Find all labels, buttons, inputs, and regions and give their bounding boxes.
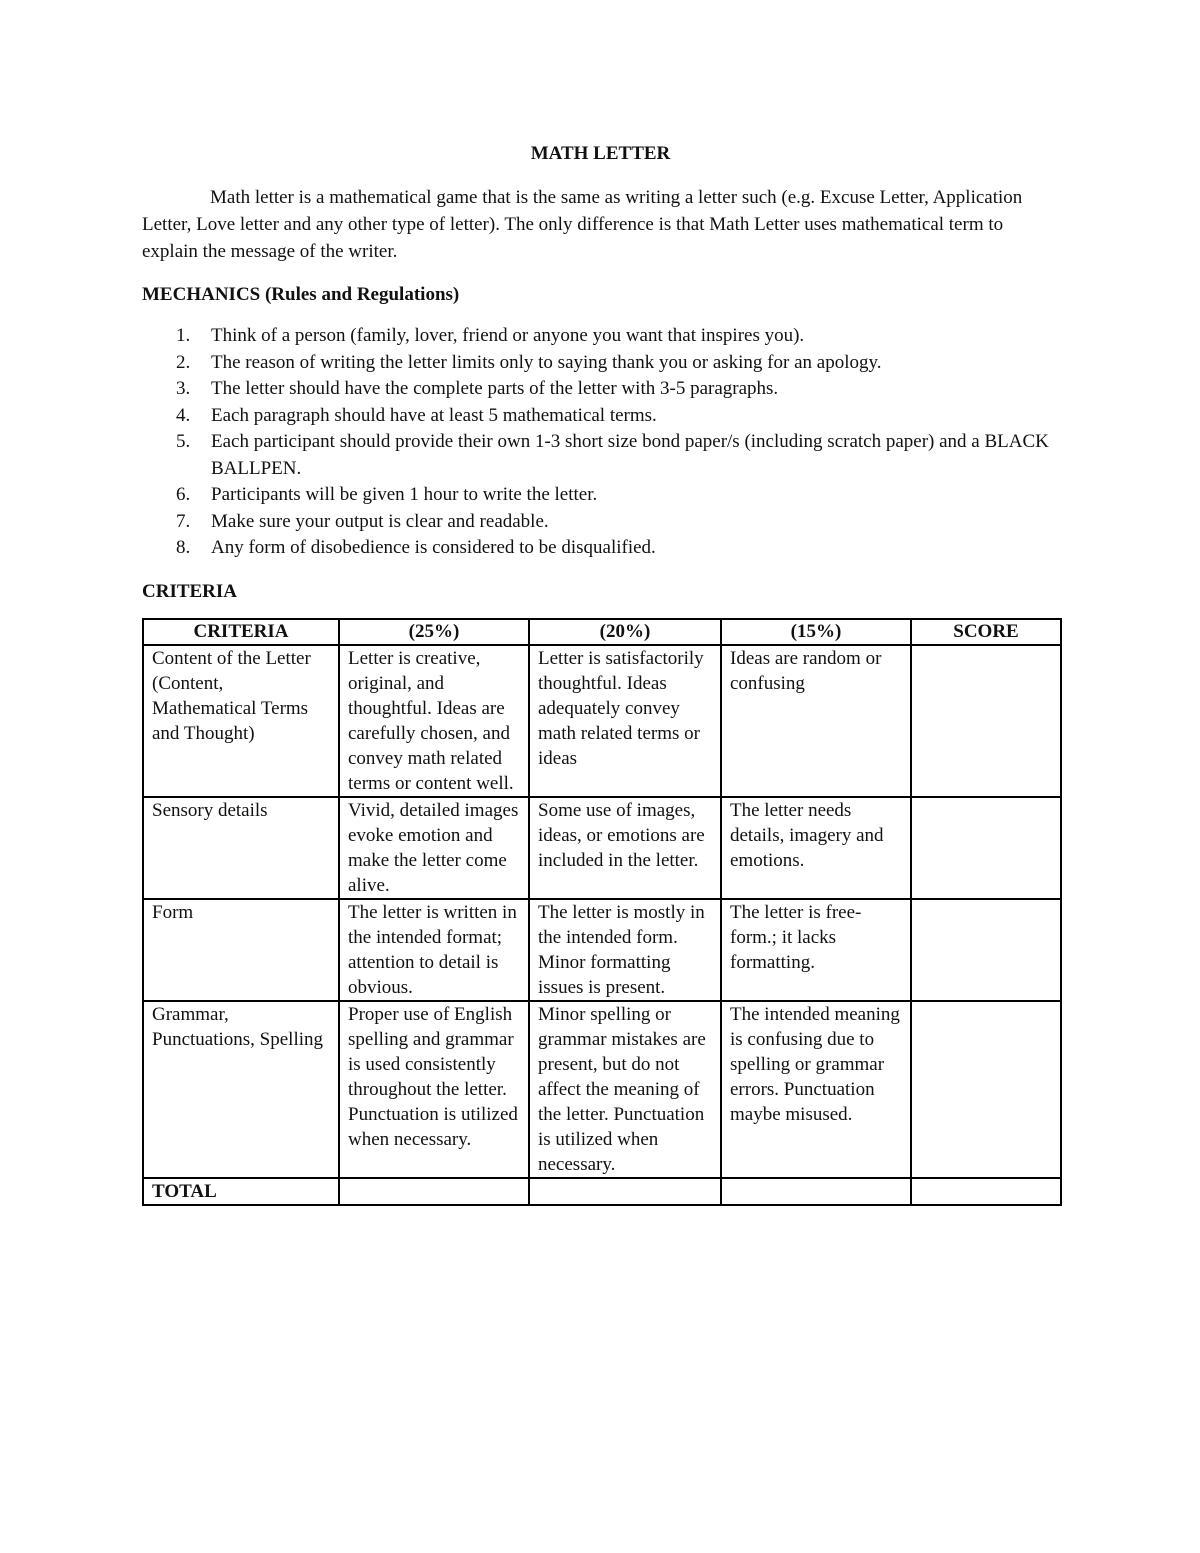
table-row xyxy=(143,645,1061,797)
level-25-cell: Letter is creative, original, and thoughtful. Ideas are carefully chosen, and convey math related terms or content well. xyxy=(339,645,529,797)
rule-number: 3. xyxy=(176,378,191,399)
rule-text: Each paragraph should have at least 5 mathematical terms. xyxy=(211,404,657,426)
rule-item xyxy=(142,509,1059,536)
rule-text: Participants will be given 1 hour to write the letter. xyxy=(211,484,598,505)
mechanics-heading: MECHANICS (Rules and Regulations) xyxy=(142,284,460,305)
rule-number: 7. xyxy=(176,510,191,532)
rule-text: Any form of disobedience is considered to be disqualified. xyxy=(211,537,656,558)
rule-text: The reason of writing the letter limits only to saying thank you or asking for an apology. xyxy=(211,351,882,373)
rule-item xyxy=(142,323,1059,350)
score-cell xyxy=(911,645,1061,797)
total-cell-20 xyxy=(529,1178,721,1205)
header-15-percent: (15%) xyxy=(721,619,911,645)
level-15-cell: Ideas are random or confusing xyxy=(721,645,911,797)
total-cell-15 xyxy=(721,1178,911,1205)
rule-text: The letter should have the complete parts of the letter with 3-5 paragraphs. xyxy=(211,378,779,399)
level-20-cell: Minor spelling or grammar mistakes are present, but do not affect the meaning of the letter. Punctuation is utilized when necessary. xyxy=(529,1001,721,1178)
score-cell xyxy=(911,899,1061,1001)
level-20-cell: Some use of images, ideas, or emotions are included in the letter. xyxy=(529,797,721,899)
rule-number: 2. xyxy=(176,351,191,373)
rule-number: 4. xyxy=(176,404,191,426)
criterion-cell: Grammar, Punctuations, Spelling xyxy=(143,1001,339,1178)
rule-number: 5. xyxy=(176,431,191,452)
rule-text: Each participant should provide their own 1-3 short size bond paper/s (including scratch paper) and a BLACK BALLPEN. xyxy=(211,431,1049,479)
rule-number: 1. xyxy=(176,325,191,346)
header-25-percent: (25%) xyxy=(339,619,529,645)
level-15-cell: The intended meaning is confusing due to spelling or grammar errors. Punctuation maybe misused. xyxy=(721,1001,911,1178)
total-cell-25 xyxy=(339,1178,529,1205)
header-criteria: CRITERIA xyxy=(143,619,339,645)
document-title: MATH LETTER xyxy=(530,143,671,164)
criteria-heading: CRITERIA xyxy=(142,580,238,602)
header-score: SCORE xyxy=(911,619,1061,645)
rubric-table xyxy=(142,618,1062,1206)
rule-item xyxy=(142,482,1059,509)
level-15-cell: The letter needs details, imagery and emotions. xyxy=(721,797,911,899)
rules-list xyxy=(142,323,1059,562)
intro-paragraph: Math letter is a mathematical game that is the same as writing a letter such (e.g. Excuse Letter, Application Letter, Love letter and any other type of letter). The only difference is that Math Letter uses mathematical term to explain the message of the writer. xyxy=(142,187,1023,262)
total-label: TOTAL xyxy=(143,1178,339,1205)
level-20-cell: Letter is satisfactorily thoughtful. Ideas adequately convey math related terms or ideas xyxy=(529,645,721,797)
rule-number: 6. xyxy=(176,484,191,505)
rule-text: Think of a person (family, lover, friend or anyone you want that inspires you). xyxy=(211,325,805,346)
level-25-cell: Proper use of English spelling and grammar is used consistently throughout the letter. Punctuation is utilized when necessary. xyxy=(339,1001,529,1178)
table-row xyxy=(143,797,1061,899)
level-20-cell: The letter is mostly in the intended form. Minor formatting issues is present. xyxy=(529,899,721,1001)
level-25-cell: The letter is written in the intended format; attention to detail is obvious. xyxy=(339,899,529,1001)
level-15-cell: The letter is free-form.; it lacks formatting. xyxy=(721,899,911,1001)
level-25-cell: Vivid, detailed images evoke emotion and make the letter come alive. xyxy=(339,797,529,899)
rule-number: 8. xyxy=(176,537,191,558)
criterion-cell: Content of the Letter (Content, Mathematical Terms and Thought) xyxy=(143,645,339,797)
table-row xyxy=(143,1001,1061,1178)
score-cell xyxy=(911,1001,1061,1178)
header-20-percent: (20%) xyxy=(529,619,721,645)
table-row xyxy=(143,899,1061,1001)
rule-text: Make sure your output is clear and readable. xyxy=(211,510,549,532)
document-page xyxy=(142,140,1059,1206)
rubric-header-row xyxy=(143,619,1061,645)
rule-item xyxy=(142,429,1059,482)
rule-item xyxy=(142,350,1059,377)
total-row xyxy=(143,1178,1061,1205)
score-cell xyxy=(911,797,1061,899)
rule-item xyxy=(142,535,1059,562)
rule-item xyxy=(142,403,1059,430)
criterion-cell: Sensory details xyxy=(143,797,339,899)
total-score-cell xyxy=(911,1178,1061,1205)
rule-item xyxy=(142,376,1059,403)
criterion-cell: Form xyxy=(143,899,339,1001)
